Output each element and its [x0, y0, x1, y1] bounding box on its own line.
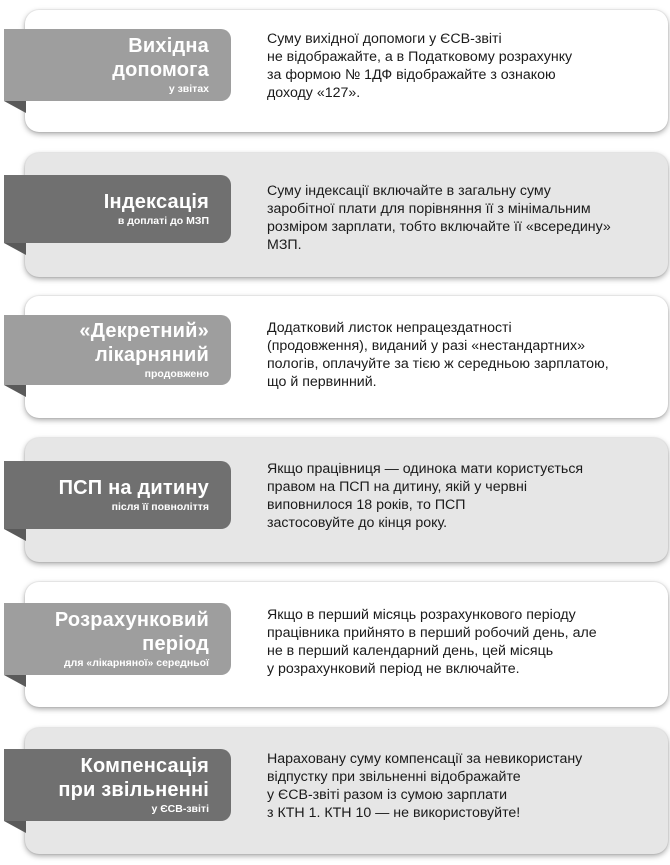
- description-line: що й первинний.: [267, 374, 377, 390]
- description-line: пологів, оплачуйте за тією ж середньою зарплатою,: [267, 356, 609, 372]
- card-tab: [4, 603, 231, 675]
- card-description: [267, 30, 637, 102]
- description-line: Нараховану суму компенсації за невикористану: [267, 751, 583, 767]
- card-tab: [4, 749, 231, 821]
- description-line: виповнилося 18 років, то ПСП: [267, 497, 466, 513]
- card-title: ПСП на дитину: [58, 477, 209, 499]
- description-line: за формою № 1ДФ відображайте з ознакою: [267, 67, 556, 83]
- card-title: лікарняний: [94, 344, 209, 366]
- description-line: застосовуйте до кінця року.: [267, 515, 448, 531]
- description-line: Суму індексації включайте в загальну суму: [267, 183, 551, 199]
- card-subtitle: продовжено: [144, 368, 209, 380]
- card-tab: [4, 29, 231, 101]
- description-line: у ЄСВ-звіті разом із сумою зарплати: [267, 787, 508, 803]
- description-line: МЗП.: [267, 237, 302, 253]
- description-line: доходу «127».: [267, 85, 361, 101]
- card-title: при звільненні: [58, 779, 209, 801]
- description-line: відпустку при звільненні відображайте: [267, 769, 521, 785]
- card-subtitle: у звітах: [168, 83, 209, 95]
- card-description: [267, 182, 637, 254]
- card-tab: [4, 315, 231, 385]
- card-description: [267, 750, 637, 822]
- card-description: [267, 460, 637, 532]
- description-line: Якщо працівниця — одинока мати користується: [267, 461, 584, 477]
- description-line: не відображайте, а в Податковому розрахунку: [267, 49, 573, 65]
- description-line: розміром зарплати, тобто включайте її «всередину»: [267, 219, 611, 235]
- card-tab: [4, 175, 231, 243]
- card-description: [267, 319, 637, 391]
- card-subtitle: після її повноліття: [111, 501, 209, 513]
- card-subtitle: для «лікарняної» середньої: [63, 657, 209, 669]
- description-line: у розрахунковий період не включайте.: [267, 661, 520, 677]
- description-line: Суму вихідної допомоги у ЄСВ-звіті: [267, 31, 502, 47]
- card-title: «Декретний»: [79, 320, 209, 342]
- description-line: Якщо в перший місяць розрахункового періоду: [267, 607, 576, 623]
- description-line: заробітної плати для порівняння її з мінімальним: [267, 201, 591, 217]
- card-subtitle: у ЄСВ-звіті: [151, 803, 209, 815]
- description-line: правом на ПСП на дитину, якій у червні: [267, 479, 528, 495]
- card-title: Розрахунковий: [54, 609, 209, 631]
- description-line: з КТН 1. КТН 10 — не використовуйте!: [267, 805, 521, 821]
- card-tab: [4, 461, 231, 529]
- card-description: [267, 606, 637, 678]
- description-line: не в перший календарний день, цей місяць: [267, 643, 554, 659]
- description-line: (продовження), виданий у разі «нестандартних»: [267, 338, 586, 354]
- card-title: Індексація: [103, 191, 209, 213]
- card-title: Компенсація: [80, 755, 209, 777]
- description-line: Додатковий листок непрацездатності: [267, 320, 512, 336]
- card-title: Вихідна: [128, 35, 209, 57]
- card-title: період: [142, 633, 209, 655]
- card-subtitle: в доплаті до МЗП: [117, 215, 209, 227]
- description-line: працівника прийнято в перший робочий день, але: [267, 625, 597, 641]
- card-title: допомога: [112, 59, 209, 81]
